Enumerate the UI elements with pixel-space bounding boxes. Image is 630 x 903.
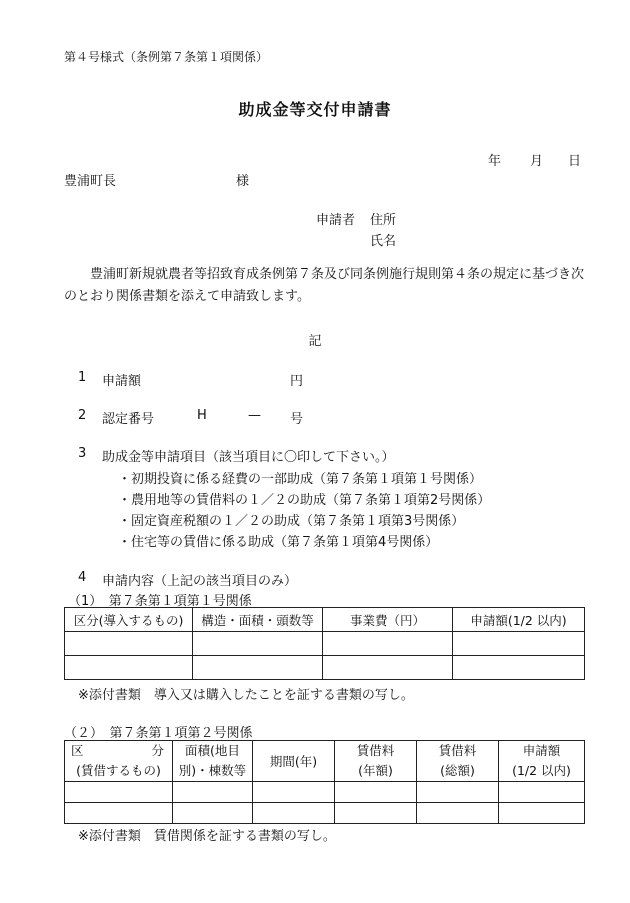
table-2-header-rent-annual — [335, 741, 417, 782]
table-2-header-bun: 分 — [151, 743, 164, 758]
table-cell[interactable] — [193, 656, 323, 680]
table-cell[interactable] — [253, 782, 335, 803]
table-1-header-row — [65, 608, 585, 632]
table-2-header-rent-annual-sub: (年額) — [358, 763, 393, 778]
table-cell[interactable] — [323, 656, 453, 680]
table-cell[interactable] — [65, 632, 193, 656]
item-2-number: 2 — [78, 408, 87, 423]
table-2-header-rent-total-top: 賃借料 — [438, 743, 477, 758]
body-paragraph: 豊浦町新規就農者等招致育成条例第７条及び同条例施行規則第４条の規定に基づき次のとおり関係書類を添えて申請致します。 — [64, 267, 585, 304]
table-2 — [64, 740, 585, 824]
item-2-h: H — [197, 408, 207, 423]
table-2-header-area-sub: 別)・棟数等 — [178, 763, 247, 778]
item-3-label: 助成金等申請項目（該当項目に〇印して下さい。） — [102, 450, 395, 465]
item-2-unit: 号 — [290, 412, 304, 427]
table-2-note: ※添付書類 賃借関係を証する書類の写し。 — [78, 829, 336, 844]
table-cell[interactable] — [193, 632, 323, 656]
table-2-header-period: 期間(年) — [253, 741, 335, 782]
option-property-tax: ・固定資産税額の１／２の助成（第７条第１項第3号関係） — [118, 514, 465, 529]
item-1-label: 申請額 — [102, 374, 142, 389]
document-title: 助成金等交付申請書 — [238, 100, 392, 119]
item-1-unit: 円 — [290, 374, 304, 389]
item-3-number: 3 — [78, 446, 87, 461]
addressee-name: 豊浦町長 — [64, 174, 117, 189]
table-cell[interactable] — [335, 803, 417, 824]
table-cell[interactable] — [253, 803, 335, 824]
table-1-note: ※添付書類 導入又は購入したことを証する書類の写し。 — [78, 688, 414, 703]
table-row — [65, 782, 585, 803]
item-2-label: 認定番号 — [102, 412, 155, 427]
date-year: 年 — [488, 154, 502, 169]
address-label: 住所 — [370, 213, 397, 228]
table-cell[interactable] — [499, 782, 585, 803]
table-2-header-category — [65, 741, 173, 782]
ki-heading: 記 — [308, 334, 322, 349]
table-row — [65, 803, 585, 824]
table-2-header-ku: 区 — [71, 743, 84, 758]
table-1-header-structure: 構造・面積・頭数等 — [193, 608, 323, 632]
applicant-label: 申請者 — [316, 213, 356, 228]
table-1-caption: （1） 第７条第１項第１号関係 — [68, 594, 252, 609]
table-2-header-row — [65, 741, 585, 782]
table-cell[interactable] — [453, 632, 585, 656]
table-cell[interactable] — [65, 782, 173, 803]
table-2-header-rent-total — [417, 741, 499, 782]
option-initial-investment: ・初期投資に係る経費の一部助成（第７条第１項第１号関係） — [118, 472, 483, 487]
option-housing-rent: ・住宅等の賃借に係る助成（第７条第１項第4号関係） — [118, 535, 439, 550]
table-1-header-category: 区分(導入するもの) — [65, 608, 193, 632]
table-cell[interactable] — [65, 656, 193, 680]
table-2-header-amount-sub: (1/2 以内) — [512, 763, 571, 778]
item-1-number: 1 — [78, 370, 87, 385]
item-2-dash: — — [248, 408, 261, 423]
table-1-header-cost: 事業費（円） — [323, 608, 453, 632]
table-2-caption: （２） 第７条第１項第２号関係 — [64, 726, 253, 741]
table-row — [65, 632, 585, 656]
table-1-header-amount: 申請額(1/2 以内) — [453, 608, 585, 632]
table-cell[interactable] — [453, 656, 585, 680]
table-cell[interactable] — [65, 803, 173, 824]
item-4-number: 4 — [78, 570, 87, 585]
date-day: 日 — [568, 154, 582, 169]
table-row — [65, 656, 585, 680]
item-4-label: 申請内容（上記の該当項目のみ） — [102, 574, 298, 589]
table-cell[interactable] — [173, 803, 253, 824]
option-farmland-rent: ・農用地等の賃借料の１／２の助成（第７条第１項第2号関係） — [118, 493, 491, 508]
addressee-honorific: 様 — [236, 174, 250, 189]
table-2-header-amount — [499, 741, 585, 782]
table-2-header-area-top: 面積(地目 — [185, 743, 240, 758]
table-2-header-rent-annual-top: 賃借料 — [356, 743, 395, 758]
table-2-header-amount-top: 申請額 — [522, 743, 561, 758]
table-2-header-rent-total-sub: (総額) — [440, 763, 475, 778]
table-cell[interactable] — [173, 782, 253, 803]
table-cell[interactable] — [417, 803, 499, 824]
table-2-header-category-sub: (賃借するもの) — [76, 763, 161, 778]
date-month: 月 — [530, 154, 544, 169]
form-number: 第４号様式（条例第７条第１項関係） — [64, 50, 269, 64]
table-cell[interactable] — [335, 782, 417, 803]
name-label: 氏名 — [370, 234, 397, 249]
table-2-header-area — [173, 741, 253, 782]
table-1 — [64, 607, 585, 680]
table-cell[interactable] — [417, 782, 499, 803]
table-cell[interactable] — [323, 632, 453, 656]
table-cell[interactable] — [499, 803, 585, 824]
